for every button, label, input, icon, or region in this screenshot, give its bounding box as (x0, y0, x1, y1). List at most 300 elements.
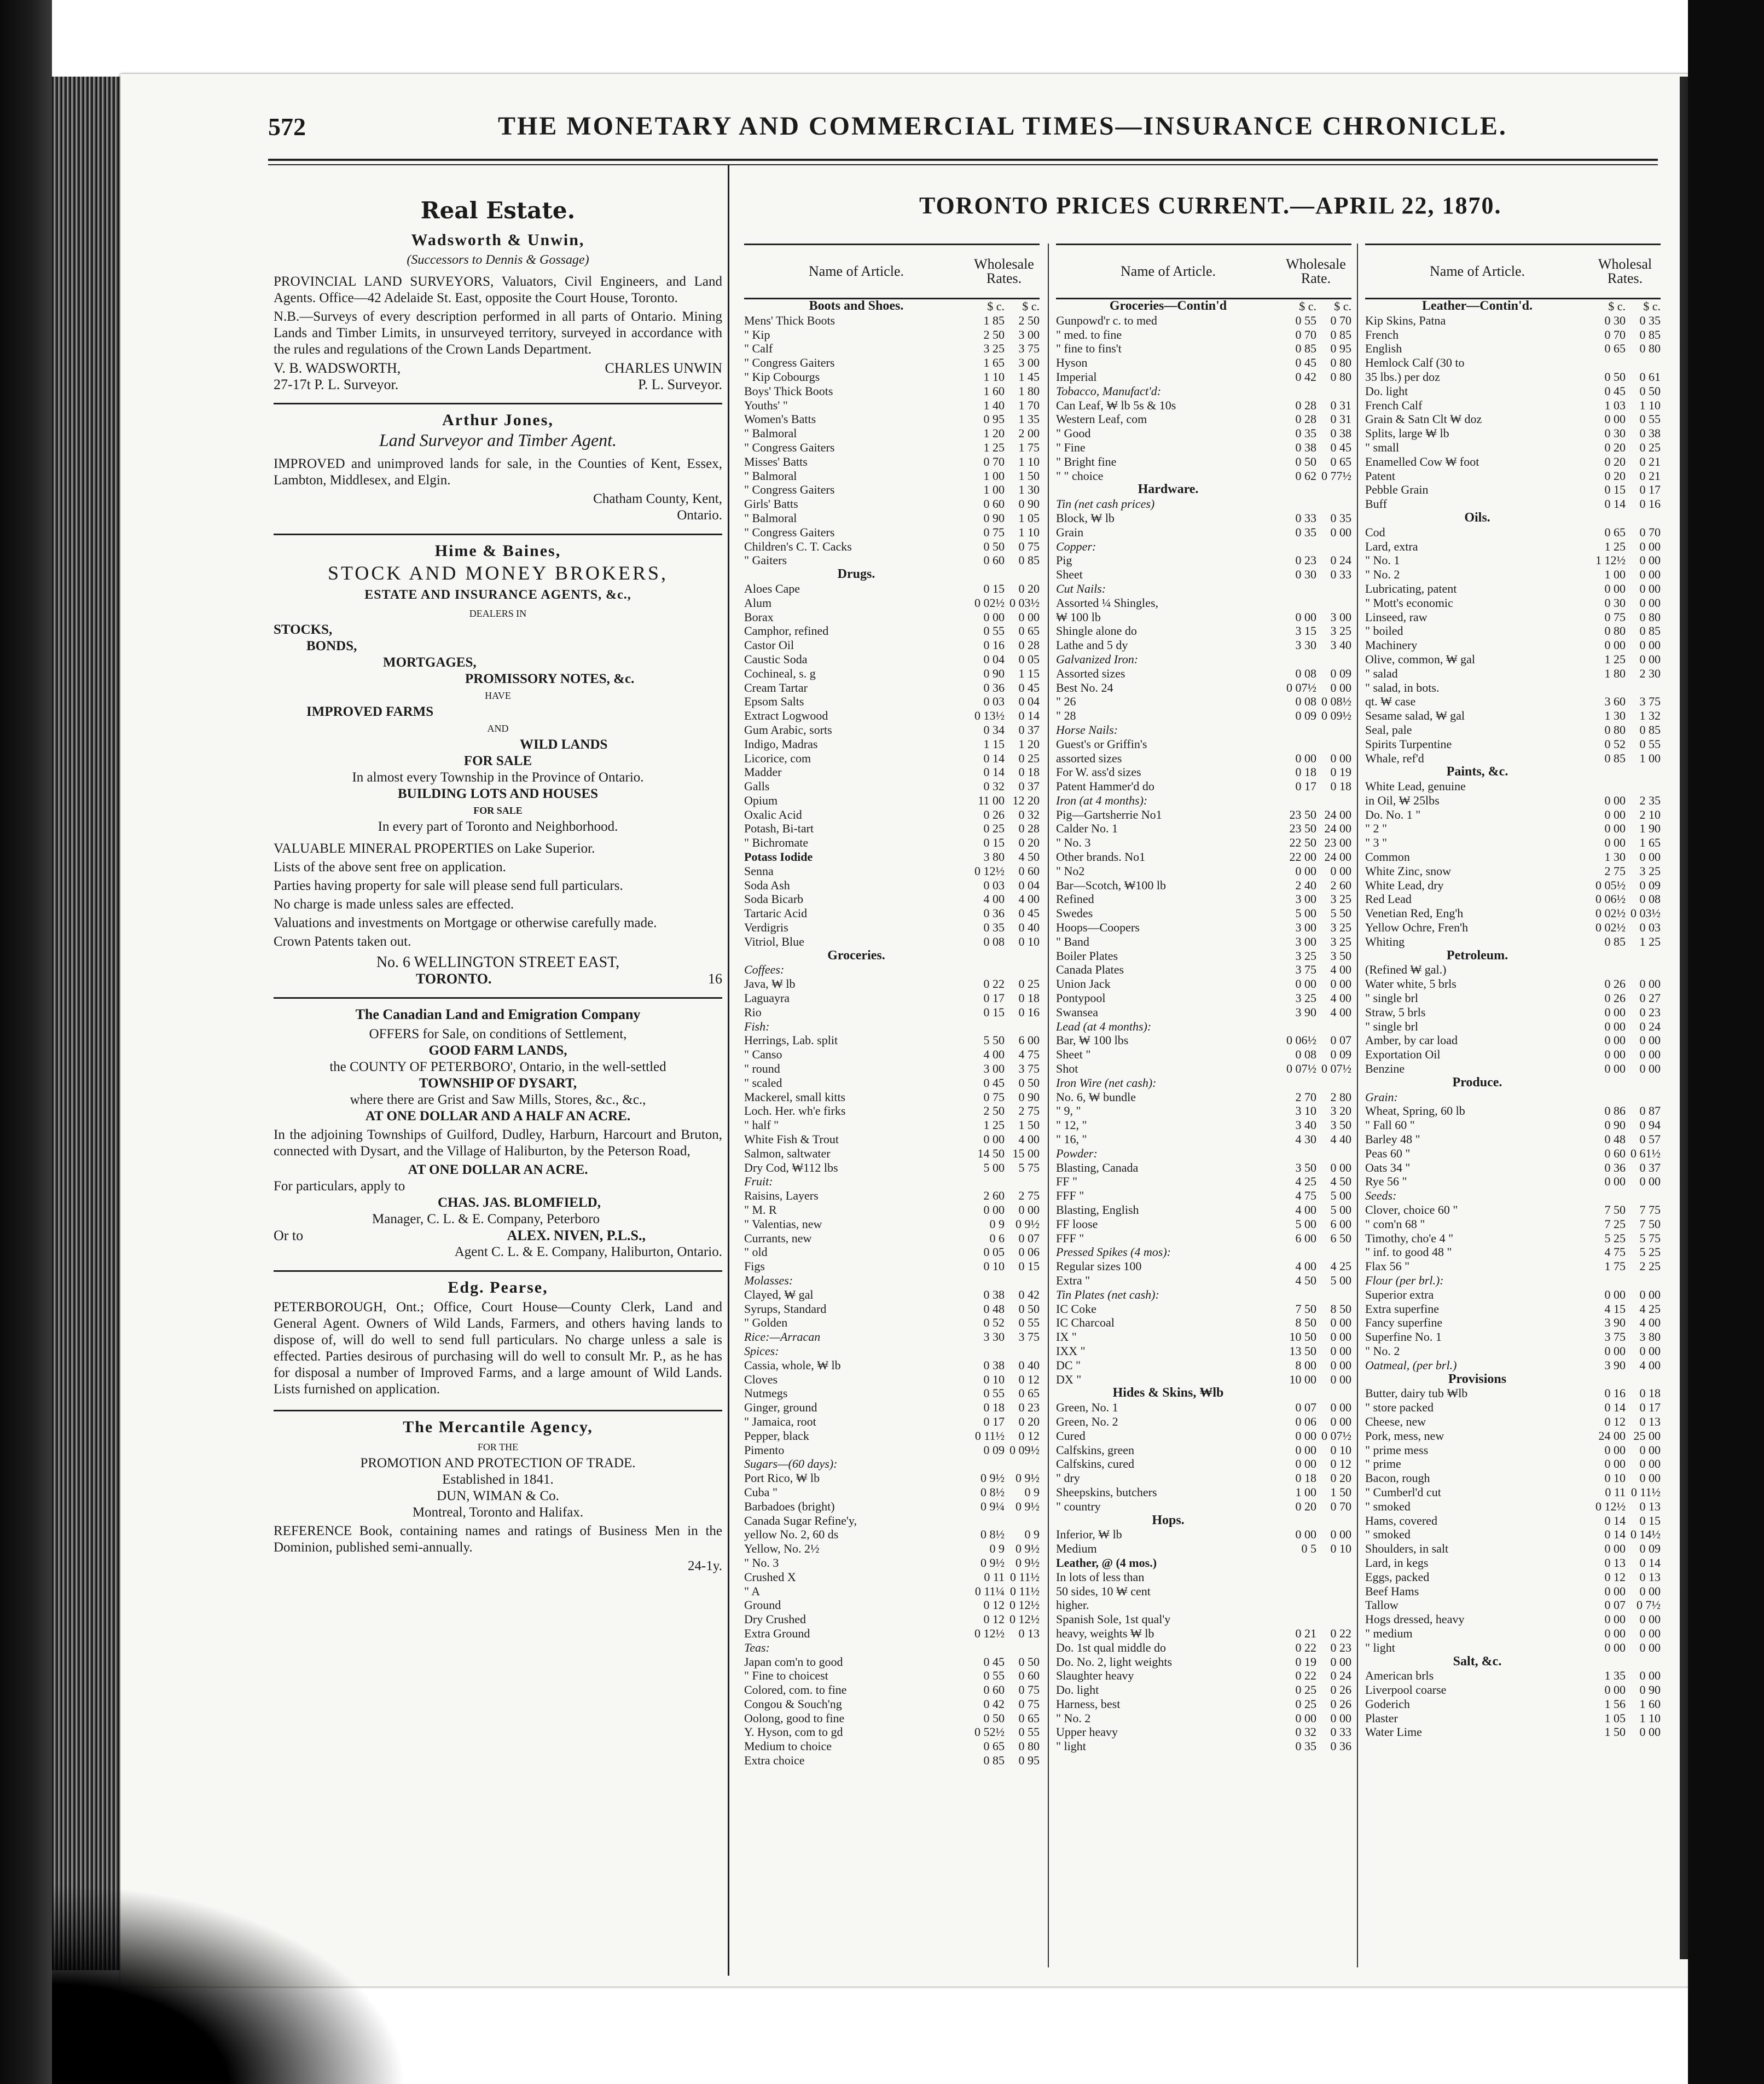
price-row (1365, 412, 1661, 426)
article-name: " 28 (1056, 709, 1076, 723)
rate-high: 0 85 (1330, 327, 1351, 341)
rate-low: 1 00 (1295, 1485, 1316, 1499)
price-row (744, 1443, 1040, 1457)
rate-low: 0 12 (1604, 1414, 1626, 1428)
price-row (1056, 667, 1351, 681)
article-name: (Refined ₩ gal.) (1365, 963, 1447, 977)
rate-high: 12 20 (1012, 793, 1040, 807)
rate-high: 0 00 (1639, 1062, 1661, 1076)
article-name: Extract Logwood (744, 709, 828, 723)
price-row (744, 991, 1040, 1005)
rate-high: 0 31 (1330, 412, 1351, 426)
rate-low: 0 85 (1604, 751, 1626, 765)
rate-low: 0 70 (1604, 327, 1626, 341)
rate-high: 3 25 (1330, 624, 1351, 638)
article-name: " Band (1056, 934, 1089, 948)
rate-low: 2 70 (1295, 1090, 1316, 1104)
rate-high: 3 75 (1018, 1062, 1040, 1076)
rate-high: 5 50 (1330, 906, 1351, 921)
article-name: Crushed X (744, 1570, 796, 1584)
article-name: Grain (1056, 525, 1084, 539)
rate-high: 1 10 (1018, 525, 1040, 539)
rate-high: 0 00 (1639, 850, 1661, 864)
price-row (1365, 977, 1661, 991)
price-row (1056, 794, 1351, 808)
rate-low: 0 00 (1604, 638, 1626, 652)
rate-high: 0 70 (1639, 525, 1661, 539)
article-name: Eggs, packed (1365, 1570, 1430, 1584)
rate-low: 0 18 (1295, 1471, 1316, 1485)
price-row (744, 441, 1040, 455)
rate-high: 0 55 (1018, 1725, 1040, 1739)
article-name: " No. 3 (744, 1555, 779, 1570)
rate-low: 0 00 (1604, 1612, 1626, 1626)
rate-high: 0 33 (1330, 1725, 1351, 1739)
rate-high: 0 26 (1330, 1697, 1351, 1711)
article-name: " Bright fine (1056, 454, 1117, 468)
price-row (1056, 610, 1351, 624)
rate-high: 0 24 (1639, 1019, 1661, 1033)
price-row (1056, 299, 1351, 314)
price-row (744, 582, 1040, 596)
price-row (1365, 624, 1661, 638)
rate-low: 0 36 (983, 680, 1005, 694)
article-name: Swedes (1056, 906, 1093, 921)
rate-high: 0 00 (1639, 1287, 1661, 1301)
rate-low (1280, 1386, 1316, 1400)
rate-high: 0 18 (1018, 991, 1040, 1005)
rate-high: 0 70 (1330, 313, 1351, 327)
rate-high: 0 95 (1330, 341, 1351, 356)
rate-low: 0 75 (983, 525, 1005, 539)
ad-subheading: Land Surveyor and Timber Agent. (379, 430, 617, 450)
price-row (1056, 1330, 1351, 1344)
article-name: " No. 2 (1365, 568, 1400, 582)
article-name: " Cumberl'd cut (1365, 1485, 1441, 1499)
page-title: THE MONETARY AND COMMERCIAL TIMES—INSURANCE CHRONICLE. (498, 112, 1507, 141)
price-row (744, 808, 1040, 822)
price-row (1056, 1245, 1351, 1259)
article-name: DC " (1056, 1358, 1081, 1372)
article-name: " salad, in bots. (1365, 680, 1440, 694)
rate-high: 1 15 (1018, 666, 1040, 680)
rate-high: 0 12 (1330, 1457, 1351, 1471)
rate-high: 2 00 (1018, 426, 1040, 441)
rate-high: 0 9½ (1016, 1217, 1040, 1231)
price-row (744, 694, 1040, 709)
rate-low: 3 75 (1295, 963, 1316, 977)
price-row (1365, 1330, 1661, 1344)
price-row (1056, 1542, 1351, 1556)
rate-high: 4 75 (1018, 1047, 1040, 1062)
rate-low: 0 00 (1604, 807, 1626, 821)
price-row (744, 1358, 1040, 1373)
article-name: Cod (1365, 525, 1385, 539)
rate-high: 3 50 (1330, 1118, 1351, 1132)
article-name: Dry Cod, ₩112 lbs (744, 1160, 838, 1174)
price-row (1056, 1527, 1351, 1542)
rate-high: 0 13 (1018, 1626, 1040, 1640)
rate-low (1280, 1020, 1316, 1034)
rate-high: 0 20 (1330, 1471, 1351, 1485)
article-name: Fancy superfine (1365, 1316, 1443, 1330)
rate-low: 3 25 (1295, 991, 1316, 1005)
price-row (744, 1316, 1040, 1330)
ad-hime-baines (274, 535, 722, 999)
rate-low: 4 50 (1295, 1273, 1316, 1287)
price-row (1056, 1655, 1351, 1669)
price-row (744, 1217, 1040, 1231)
rate-low: 0 03 (983, 878, 1005, 892)
article-name: Soda Ash (744, 878, 790, 892)
rate-low: 0 70 (1295, 327, 1316, 341)
rate-low: 3 40 (1295, 1118, 1316, 1132)
article-name: Dry Crushed (744, 1612, 806, 1626)
article-name: Iron Wire (net cash): (1056, 1075, 1157, 1090)
rate-high: 0 00 (1330, 1400, 1351, 1415)
rate-high: 0 90 (1018, 1090, 1040, 1104)
article-name: Port Rico, ₩ lb (744, 1471, 820, 1485)
article-name: Sesame salad, ₩ gal (1365, 709, 1465, 723)
rate-low: 3 10 (1295, 1104, 1316, 1118)
rate-low: 0 00 (1604, 1683, 1626, 1697)
article-name: " 9, " (1056, 1104, 1081, 1118)
article-name: Plaster (1365, 1711, 1398, 1725)
article-name: Tin Plates (net cash): (1056, 1287, 1159, 1301)
price-row (744, 1273, 1040, 1288)
rate-high: 3 00 (1018, 327, 1040, 341)
price-row (1056, 1626, 1351, 1641)
rate-low: 0 00 (1604, 1584, 1626, 1598)
rate-high: 0 16 (1639, 497, 1661, 511)
ad-signature (274, 971, 722, 987)
rate-low: 2 40 (1295, 878, 1316, 892)
price-row (744, 1259, 1040, 1273)
rate-low: 0 06½ (1286, 1033, 1316, 1047)
rate-high: 0 55 (1639, 737, 1661, 751)
rate-high: 0 18 (1330, 779, 1351, 794)
article-name: Leather—Contin'd. (1421, 299, 1533, 313)
page-edges (52, 77, 120, 1970)
rate-high: 3 75 (1639, 694, 1661, 709)
ad-line: Agent C. L. & E. Company, Haliburton, Ontario. (454, 1244, 722, 1259)
rate-high: 0 00 (1330, 1654, 1351, 1669)
article-name: Canada Plates (1056, 963, 1124, 977)
price-row (1365, 1697, 1661, 1711)
rate-high: 0 31 (1330, 398, 1351, 412)
price-row (744, 906, 1040, 921)
rate-low: 23 50 (1289, 821, 1316, 836)
ad-line: the COUNTY OF PETERBORO', Ontario, in the well-settled (329, 1060, 666, 1074)
ad-heading: Hime & Baines, (434, 542, 561, 560)
price-row (744, 1415, 1040, 1429)
article-name: Bar—Scotch, ₩100 lb (1056, 878, 1167, 892)
rate-high (1316, 1584, 1351, 1599)
rate-high: 0 50 (1639, 384, 1661, 398)
article-name: Barley 48 " (1365, 1132, 1420, 1147)
ad-line: IMPROVED FARMS (306, 704, 434, 719)
rate-low (968, 1273, 1005, 1288)
article-name: Do. light (1365, 384, 1408, 398)
rate-low: 0 00 (1604, 1344, 1626, 1358)
article-name: Licorice, com (744, 751, 811, 765)
rate-high: 2 10 (1639, 807, 1661, 821)
ad-canadian-land (274, 999, 722, 1272)
rate-low: 1 50 (1604, 1725, 1626, 1739)
rate-high: 6 50 (1330, 1231, 1351, 1245)
rate-low: 0 25 (1295, 1697, 1316, 1711)
rate-high: 0 28 (1018, 638, 1040, 652)
article-name: 35 lbs.) per doz (1365, 369, 1440, 384)
price-rows (1365, 299, 1661, 1739)
rate-low: 0 90 (1604, 1118, 1626, 1132)
rate-high: 1 10 (1018, 454, 1040, 468)
rate-low: 0 60 (983, 553, 1005, 568)
article-name: Linseed, raw (1365, 610, 1428, 624)
article-name: Exportation Oil (1365, 1047, 1441, 1062)
rate-high: 0 00 (1639, 977, 1661, 991)
article-name: " half " (744, 1118, 779, 1132)
rate-high (1316, 737, 1351, 751)
price-row (744, 412, 1040, 426)
rate-high: 0 13 (1639, 1499, 1661, 1513)
rate-low: 0 33 (1295, 511, 1316, 525)
rate-high: 1 50 (1018, 468, 1040, 483)
price-row (744, 1245, 1040, 1259)
rate-low: 1 30 (1604, 709, 1626, 723)
price-row (1365, 1500, 1661, 1514)
rate-low (1280, 794, 1316, 808)
price-row (1056, 568, 1351, 582)
article-name: " inf. to good 48 " (1365, 1245, 1452, 1259)
price-row (1365, 1076, 1661, 1090)
article-name: " dry (1056, 1471, 1080, 1485)
rate-low: 0 30 (1295, 568, 1316, 582)
article-name: Inferior, ₩ lb (1056, 1527, 1122, 1542)
rate-low: 0 02½ (974, 595, 1005, 610)
rate-low: 0 08 (1295, 694, 1316, 709)
price-row (1056, 779, 1351, 794)
rate-low: 0 65 (983, 1739, 1005, 1753)
price-row (1056, 1584, 1351, 1599)
rate-low (1280, 1612, 1316, 1626)
price-row (1056, 709, 1351, 723)
ad-line: BUILDING LOTS AND HOUSES (397, 786, 599, 801)
price-row (1365, 497, 1661, 511)
ad-body: PROVINCIAL LAND SURVEYORS, Valuators, Civil Engineers, and Land Agents. Office—42 Adelaide St. East, opposite the Court House, Toronto. (274, 274, 722, 305)
article-name: " Congress Gaiters (744, 525, 835, 539)
article-name: " country (1056, 1499, 1101, 1513)
price-row (1365, 836, 1661, 850)
article-name: DX " (1056, 1372, 1082, 1386)
price-row (744, 1386, 1040, 1400)
price-row (744, 1669, 1040, 1683)
price-row (1056, 1641, 1351, 1655)
ad-line: FOR THE (477, 1442, 519, 1452)
rate-high: 2 75 (1018, 1104, 1040, 1118)
rate-high (1316, 384, 1351, 398)
rate-low: 0 6 (989, 1231, 1005, 1245)
price-row (1056, 1231, 1351, 1246)
price-row (1056, 1217, 1351, 1231)
rate-high (1626, 511, 1661, 525)
rate-high: 0 00 (1639, 553, 1661, 568)
rate-high: 0 45 (1330, 440, 1351, 454)
rate-high: 1 65 (1639, 836, 1661, 850)
article-name: Lead (at 4 months): (1056, 1019, 1152, 1033)
rate-high: 1 45 (1018, 369, 1040, 384)
article-name: Oils. (1464, 511, 1490, 525)
rate-high: 0 00 (1330, 680, 1351, 694)
article-name: " Kip Cobourgs (744, 369, 820, 384)
article-name: " No. 2 (1365, 1344, 1400, 1358)
price-row (1365, 779, 1661, 794)
rate-low: 0 38 (983, 1358, 1005, 1372)
rate-high: 0 00 (1330, 1372, 1351, 1386)
rate-high: 24 00 (1324, 821, 1351, 836)
price-row (744, 1231, 1040, 1246)
price-row (1365, 652, 1661, 667)
rate-low: 2 60 (983, 1189, 1005, 1203)
ad-line: VALUABLE MINERAL PROPERTIES on Lake Superior. (274, 841, 595, 856)
rate-high: 5 25 (1639, 1245, 1661, 1259)
rate-low: 0 32 (1295, 1725, 1316, 1739)
price-row (1056, 1429, 1351, 1443)
article-name: Whale, ref'd (1365, 751, 1424, 765)
rate-low: 1 85 (983, 313, 1005, 327)
price-row (1056, 1415, 1351, 1429)
rate-high: 24 00 (1324, 807, 1351, 821)
rate-low: 5 00 (1295, 1217, 1316, 1231)
rate-low: 0 26 (1604, 991, 1626, 1005)
rate-high: 0 55 (1639, 412, 1661, 426)
rate-high: 2 30 (1639, 666, 1661, 680)
price-row (1365, 1400, 1661, 1415)
rate-high: 1 80 (1018, 384, 1040, 398)
rate-high: 0 14½ (1630, 1527, 1661, 1542)
article-name: Goderich (1365, 1697, 1410, 1711)
price-row (1056, 1485, 1351, 1500)
ad-number: 16 (708, 971, 722, 987)
article-name: " Jamaica, root (744, 1414, 816, 1428)
article-name: Clayed, ₩ gal (744, 1287, 814, 1301)
rate-low: 0 00 (1604, 412, 1626, 426)
rate-high: 0 07 (1330, 1033, 1351, 1047)
price-row (1365, 1358, 1661, 1373)
rate-high: 0 65 (1330, 454, 1351, 468)
article-name: " Fine to choicest (744, 1669, 828, 1683)
article-name: In lots of less than (1056, 1570, 1145, 1584)
article-name: FFF " (1056, 1189, 1084, 1203)
ad-heading: The Mercantile Agency, (403, 1418, 593, 1436)
price-row (1365, 864, 1661, 878)
price-row (1056, 624, 1351, 638)
article-name: Guest's or Griffin's (1056, 737, 1147, 751)
price-row (744, 821, 1040, 836)
price-row (1365, 1217, 1661, 1231)
article-name: Salmon, saltwater (744, 1146, 831, 1160)
rate-high: $ c. (1334, 299, 1351, 313)
price-row (1365, 1527, 1661, 1542)
price-row (1365, 582, 1661, 596)
article-name: Amber, by car load (1365, 1033, 1458, 1047)
ad-note: N.B.—Surveys of every description performed in all parts of Ontario. Mining Lands and Timber Limits, in unsurveyed territory, surveyed in accordance with the rules and regulations of the Crown Lands Department. (274, 309, 722, 357)
rate-low: $ c. (987, 299, 1005, 313)
rate-low: 0 75 (983, 1090, 1005, 1104)
rate-low: 0 08 (983, 934, 1005, 948)
price-row (1365, 328, 1661, 342)
rate-low: 0 00 (1604, 581, 1626, 595)
rate-high: 0 00 (1330, 1358, 1351, 1372)
rate-high (1316, 1570, 1351, 1584)
rate-low: 0 42 (1295, 369, 1316, 384)
article-name: French (1365, 327, 1399, 341)
price-row (1365, 1033, 1661, 1047)
rate-low: 0 9½ (980, 1471, 1005, 1485)
rate-low: 1 25 (1604, 652, 1626, 666)
rate-low: 0 36 (983, 906, 1005, 921)
rate-low: 0 35 (1295, 426, 1316, 441)
rate-high: 0 05 (1018, 652, 1040, 666)
rate-low: 4 00 (983, 892, 1005, 906)
rate-low: 0 15 (1604, 483, 1626, 497)
rate-low: 0 55 (983, 1669, 1005, 1683)
price-row (1365, 314, 1661, 328)
rate-high: 3 25 (1330, 892, 1351, 906)
price-row (1365, 1373, 1661, 1387)
rate-low: 0 20 (1604, 454, 1626, 468)
price-row (744, 1753, 1040, 1768)
article-name: Pebble Grain (1365, 483, 1429, 497)
price-row (1365, 1245, 1661, 1259)
price-row (1365, 455, 1661, 469)
rate-high: 0 00 (1639, 568, 1661, 582)
rate-low: 6 00 (1295, 1231, 1316, 1245)
price-row (744, 1344, 1040, 1358)
article-name: Hides & Skins, ₩lb (1112, 1386, 1224, 1400)
article-name: Venetian Red, Eng'h (1365, 906, 1464, 921)
rate-high (1316, 1288, 1351, 1302)
rate-low: 0 17 (983, 991, 1005, 1005)
price-row (1365, 1273, 1661, 1288)
rate-high: 0 25 (1018, 977, 1040, 991)
ad-line: FOR SALE (473, 805, 523, 816)
article-name: IC Coke (1056, 1301, 1096, 1316)
rate-low: 4 15 (1604, 1301, 1626, 1316)
rate-high (1626, 1076, 1661, 1090)
price-row (1056, 821, 1351, 836)
rate-high: 0 35 (1639, 313, 1661, 327)
article-name: " med. to fine (1056, 327, 1122, 341)
rate-high: 1 90 (1639, 821, 1661, 836)
rate-low: 0 00 (1295, 864, 1316, 878)
rate-low: 0 30 (1604, 426, 1626, 441)
ad-wadsworth (274, 224, 722, 404)
article-name: Calder No. 1 (1056, 821, 1118, 836)
price-row (1365, 1556, 1661, 1570)
article-name: Bar, ₩ 100 lbs (1056, 1033, 1129, 1047)
article-name: Yellow Ochre, Fren'h (1365, 921, 1469, 935)
rate-low: 0 19 (1295, 1654, 1316, 1669)
article-name: " Kip (744, 327, 770, 341)
rate-high: 0 35 (1330, 511, 1351, 525)
rate-low: 22 00 (1289, 850, 1316, 864)
rate-high: 0 03½ (1630, 906, 1661, 921)
rate-high: 0 60 (1018, 1669, 1040, 1683)
rate-low: 3 00 (983, 1062, 1005, 1076)
rate-low: 0 22 (1295, 1669, 1316, 1683)
rate-high: 0 75 (1018, 539, 1040, 553)
